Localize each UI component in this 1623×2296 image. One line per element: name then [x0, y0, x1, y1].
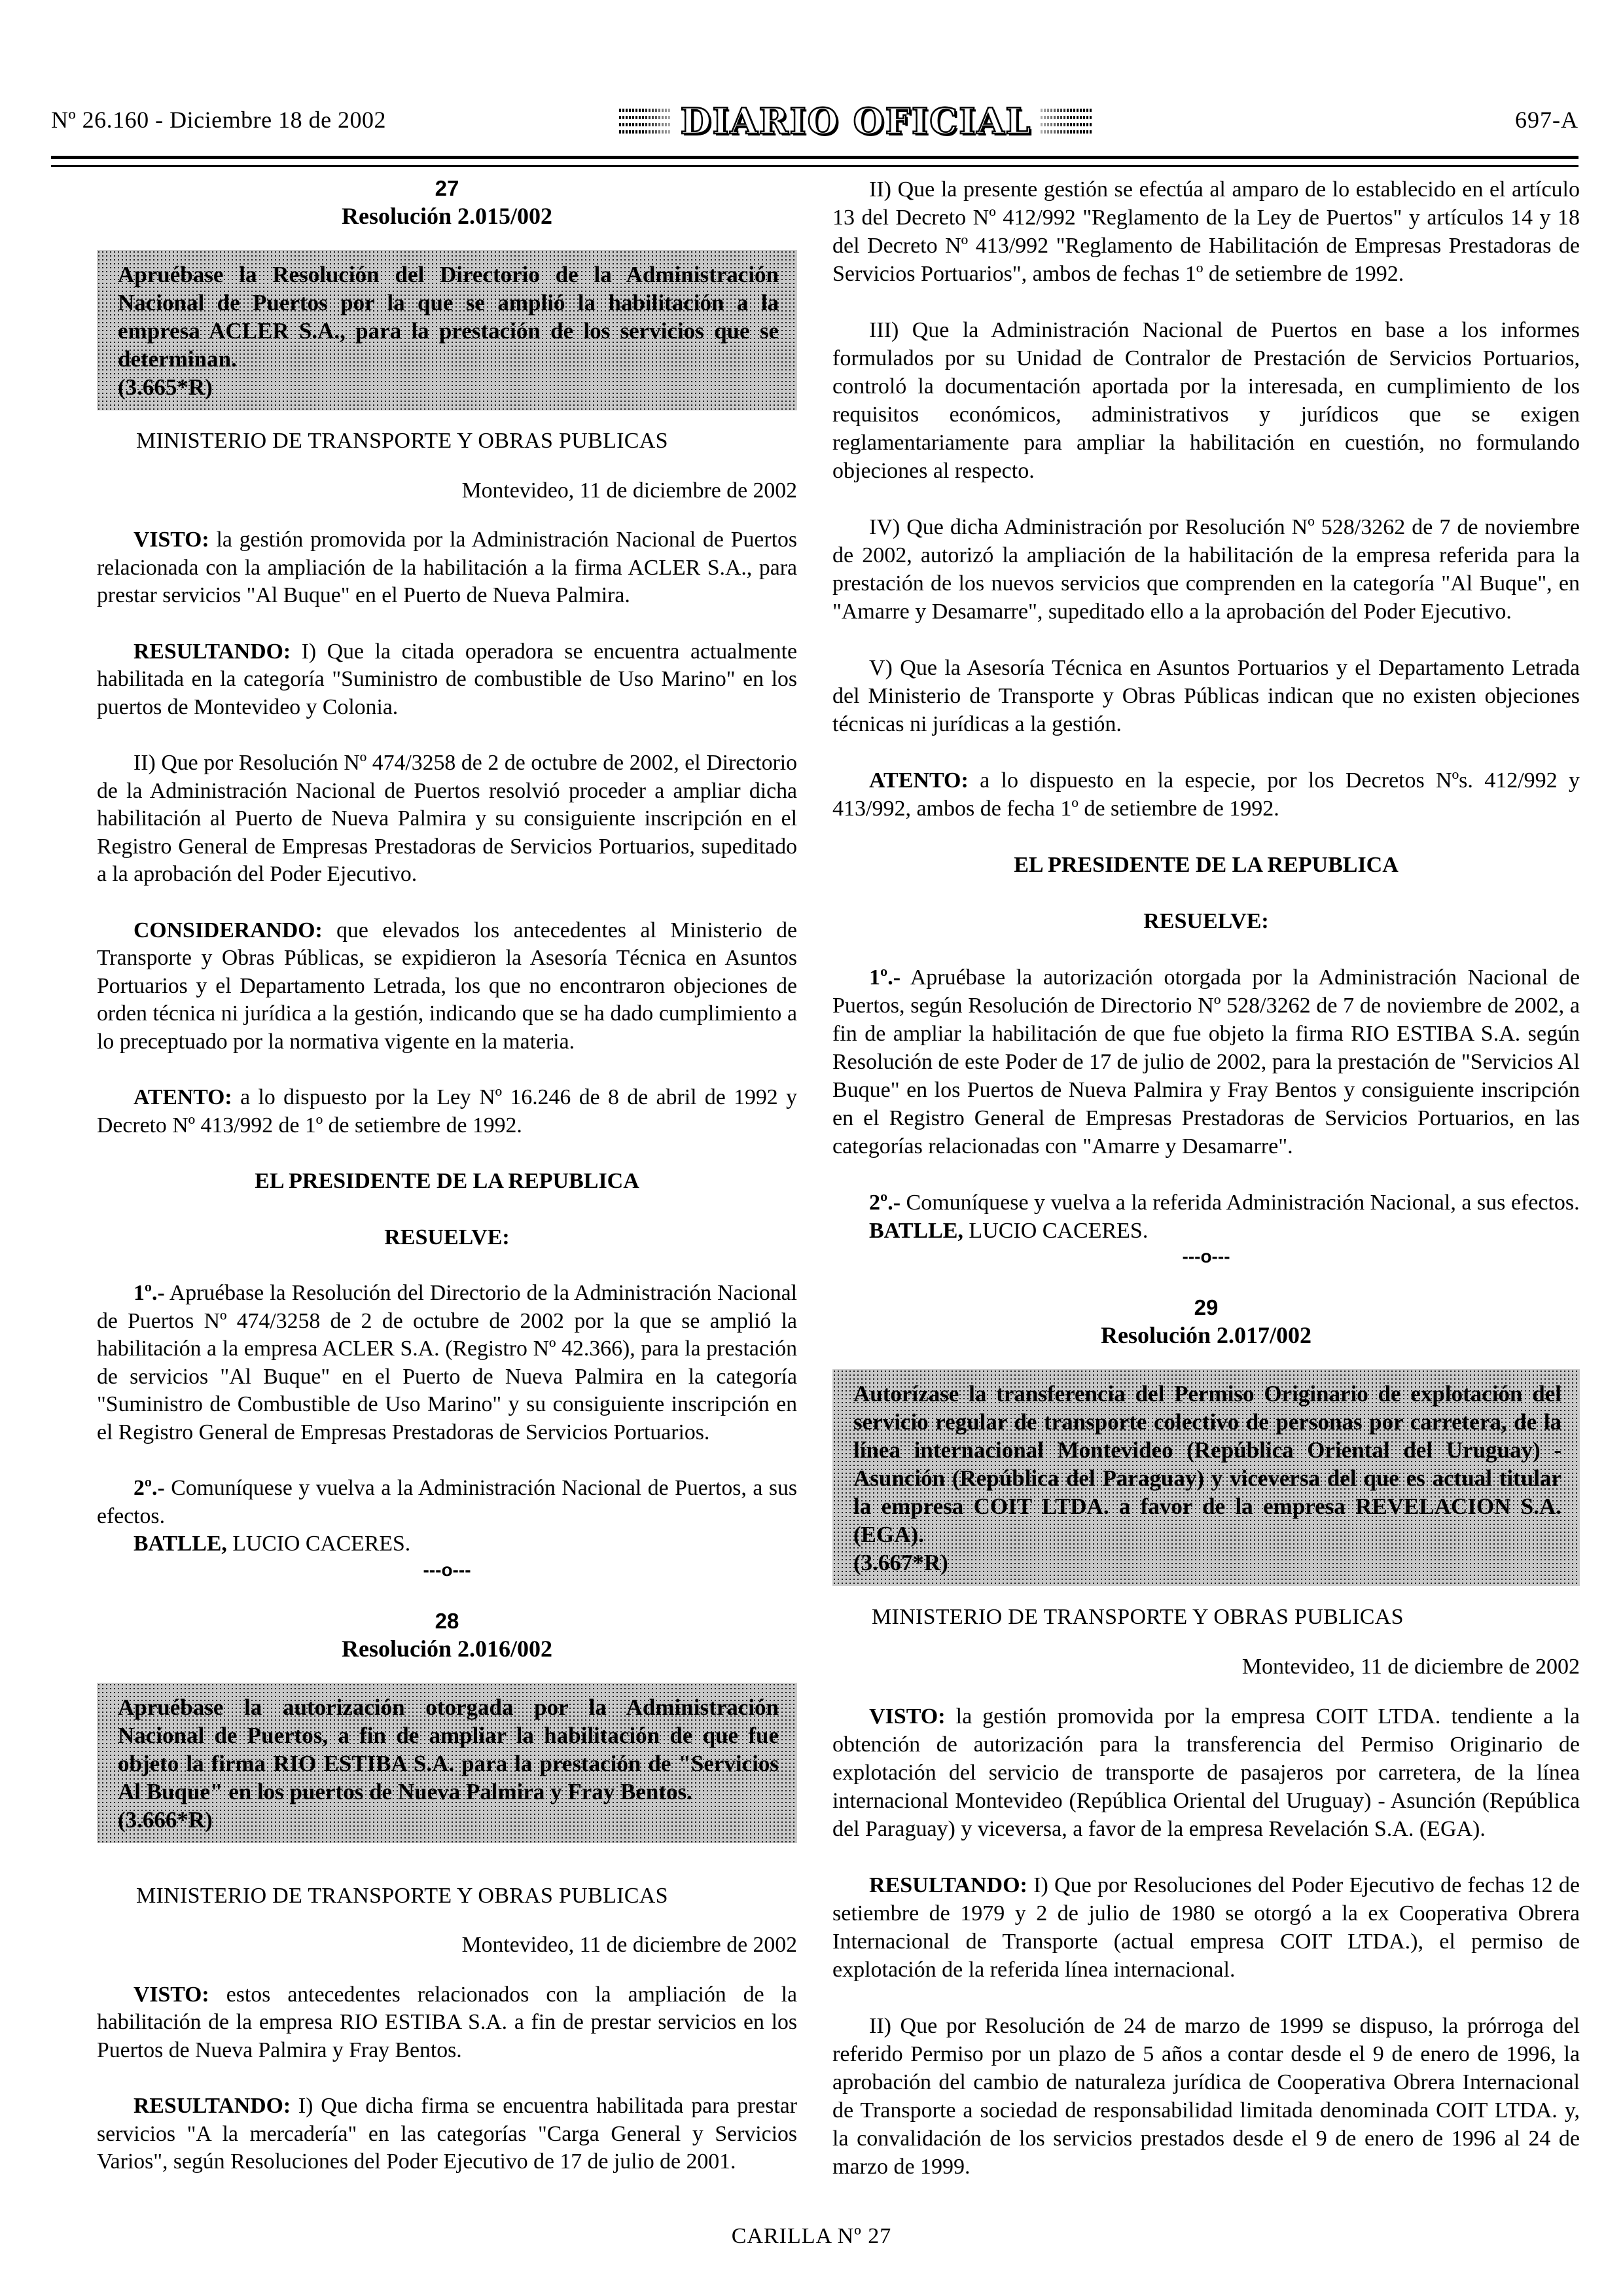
resolution-28 — [97, 1608, 797, 2176]
resultando-ii-paragraph: II) Que la presente gestión se efectúa al amparo de lo establecido en el artículo 13 del Decreto Nº 412/992 "Reglamento de la Ley de Puertos" y artículos 14 y 18 del Decreto Nº 413/992 "Reglamento de Habilitación de Empresas Prestadoras de Servicios Portuarios", ambos de fechas 1º de setiembre de 1992. — [832, 177, 1580, 286]
visto-text: la gestión promovida por la empresa COIT LTDA. tendiente a la obtención de autorización para la transferencia del Permiso Originario de explotación del servicio de transporte de pasajeros por carretera, de la línea internacional Montevideo (República Oriental del Uruguay) - Asunción (República del Paraguay) y viceversa, a favor de la empresa Revelación S.A. (EGA). — [832, 1704, 1580, 1841]
ministry-heading: MINISTERIO DE TRANSPORTE Y OBRAS PUBLICAS — [136, 1883, 668, 1908]
header-rule-thick — [51, 156, 1578, 159]
masthead-logo — [575, 98, 1137, 144]
ministry-heading: MINISTERIO DE TRANSPORTE Y OBRAS PUBLICAS — [872, 1605, 1404, 1629]
resuelve-heading: RESUELVE: — [1143, 909, 1269, 933]
article-2 — [97, 1475, 797, 1530]
signature-rest: LUCIO CACERES. — [226, 1532, 411, 1556]
considerando-paragraph — [97, 917, 797, 1056]
place-date: Montevideo, 11 de diciembre de 2002 — [461, 1933, 797, 1957]
signature — [97, 1530, 797, 1558]
article-2-text: Comuníquese y vuelva a la Administración Nacional de Puertos, a sus efectos. — [97, 1476, 797, 1528]
atento-text: a lo dispuesto en la especie, por los Decretos Nºs. 412/992 y 413/992, ambos de fecha 1º de setiembre de 1992. — [832, 768, 1580, 821]
visto-text: estos antecedentes relacionados con la ampliación de la habilitación de la empresa RIO ESTIBA S.A. a fin de prestar servicios en los Puertos de Nueva Palmira y Fray Bentos. — [97, 1982, 797, 2062]
atento-paragraph — [97, 1084, 797, 1139]
resultando-label: RESULTANDO: — [134, 2094, 291, 2118]
article-1 — [832, 963, 1580, 1160]
resolution-number: 29 — [1194, 1295, 1219, 1319]
article-1-label: 1º.- — [869, 965, 901, 990]
resultando-text: I) Que la citada operadora se encuentra actualmente habilitada en la categoría "Suministro de combustible de Uso Marino" en los puertos de Montevideo y Colonia. — [97, 639, 797, 719]
resolution-title: Resolución 2.015/002 — [341, 203, 552, 229]
article-2-label: 2º.- — [869, 1191, 901, 1215]
presidente-heading: EL PRESIDENTE DE LA REPUBLICA — [1014, 853, 1399, 877]
resolution-29 — [832, 1295, 1580, 2181]
visto-paragraph — [97, 526, 797, 610]
summary-code: (3.665*R) — [118, 374, 213, 400]
summary-text: Apruébase la Resolución del Directorio de la Administración Nacional de Puertos por la que se amplió la habilitación a la empresa ACLER S.A., para la prestación de los servicios que se determinan. — [118, 262, 779, 372]
resultando-text: I) Que dicha firma se encuentra habilitada para prestar servicios "A la mercadería" en las categorías "Carga General y Servicios Varios", según Resoluciones del Poder Ejecutivo de 17 de julio de 2001. — [97, 2094, 797, 2174]
presidente-heading: EL PRESIDENTE DE LA REPUBLICA — [255, 1169, 639, 1193]
resultando-label: RESULTANDO: — [134, 639, 291, 664]
resolution-title: Resolución 2.017/002 — [1100, 1322, 1311, 1348]
resultando-paragraph — [832, 1871, 1580, 1984]
masthead-ornament-right — [1041, 109, 1093, 134]
resolution-title: Resolución 2.016/002 — [341, 1635, 552, 1662]
article-1-label: 1º.- — [134, 1281, 165, 1305]
visto-paragraph — [97, 1981, 797, 2065]
header-rule-thin — [51, 165, 1578, 167]
resolution-28-continued — [832, 175, 1580, 1268]
summary-code: (3.666*R) — [118, 1806, 213, 1833]
article-2 — [832, 1189, 1580, 1217]
issue-date: Nº 26.160 - Diciembre 18 de 2002 — [51, 107, 387, 133]
summary-text: Autorízase la transferencia del Permiso Originario de explotación del servicio regular de transporte colectivo de personas por carretera, de la línea internacional Montevideo (República Oriental del Uruguay) - Asunción (República del Paraguay) y viceversa del que es actual titular la empresa COIT LTDA. a favor de la empresa REVELACION S.A. (EGA). — [853, 1381, 1561, 1547]
visto-label: VISTO: — [134, 1982, 209, 2007]
article-1 — [97, 1280, 797, 1446]
considerando-label: CONSIDERANDO: — [134, 918, 323, 942]
resolution-summary-box — [832, 1369, 1580, 1586]
resultando-ii-paragraph: II) Que por Resolución de 24 de marzo de 1999 se dispuso, la prórroga del referido Permiso por un plazo de 5 años a contar desde el 9 de enero de 1996, la aprobación del cambio de naturaleza jurídica de Cooperativa Obrera Internacional de Transporte a sociedad de responsabilidad limitada denominada COIT LTDA. y, la convalidación de los servicios prestados desde el 9 de enero de 1996 al 24 de marzo de 1999. — [832, 2014, 1580, 2179]
signature-rest: LUCIO CACERES. — [963, 1219, 1149, 1243]
resuelve-heading: RESUELVE: — [384, 1225, 510, 1249]
article-1-text: Apruébase la autorización otorgada por la Administración Nacional de Puertos, según Resolución de Directorio Nº 528/3262 de 7 de noviembre de 2002, a fin de ampliar la habilitación de que fue objeto la firma RIO ESTIBA S.A. según Resolución de este Poder de 17 de julio de 2002, para la prestación de "Servicios Al Buque" en los Puertos de Nueva Palmira y Fray Bentos y consiguiente inscripción en el Registro General de Empresas Prestadoras de Servicios Portuarios, en las categorías relacionadas con "Amarre y Desamarre". — [832, 965, 1580, 1158]
atento-paragraph — [832, 766, 1580, 823]
masthead-title: DIARIO OFICIAL — [680, 100, 1032, 142]
resultando-paragraph — [97, 2092, 797, 2176]
atento-text: a lo dispuesto por la Ley Nº 16.246 de 8 de abril de 1992 y Decreto Nº 413/992 de 1º de setiembre de 1992. — [97, 1085, 797, 1138]
signature-bold: BATLLE, — [134, 1532, 227, 1556]
place-date: Montevideo, 11 de diciembre de 2002 — [1241, 1655, 1580, 1679]
ministry-heading: MINISTERIO DE TRANSPORTE Y OBRAS PUBLICAS — [136, 429, 668, 453]
resolution-summary-box — [97, 250, 797, 410]
resolution-27 — [97, 175, 797, 1582]
article-1-text: Apruébase la Resolución del Directorio de la Administración Nacional de Puertos Nº 474/3258 de 2 de octubre de 2002 por la que se amplió la habilitación a la empresa ACLER S.A. (Registro Nº 42.366), para la prestación de servicios "Al Buque" en el Puerto de Nueva Palmira en la categoría "Suministro de Combustible de Uso Marino" y su consiguiente inscripción en el Registro General de Empresas Prestadoras de Servicios Portuarios. — [97, 1281, 797, 1444]
considerando-text: que elevados los antecedentes al Ministerio de Transporte y Obras Públicas, se expidieron la Asesoría Técnica en Asuntos Portuarios y el Departamento Letrada, los que no encontraron objeciones de orden técnica ni jurídica a la gestión, indicando que se ha dado cumplimiento a lo preceptuado por la normativa vigente en la materia. — [97, 918, 797, 1054]
section-separator: ---o--- — [423, 1559, 471, 1580]
summary-code: (3.667*R) — [853, 1550, 948, 1575]
article-2-text: Comuníquese y vuelva a la referida Administración Nacional, a sus efectos. — [901, 1191, 1580, 1215]
page-number: 697-A — [1515, 107, 1578, 133]
left-column — [97, 175, 797, 2176]
place-date: Montevideo, 11 de diciembre de 2002 — [461, 478, 797, 503]
resolution-number: 28 — [435, 1608, 459, 1633]
page-header — [51, 98, 1578, 177]
resultando-label: RESULTANDO: — [869, 1873, 1027, 1897]
visto-label: VISTO: — [869, 1704, 946, 1729]
signature-bold: BATLLE, — [869, 1219, 963, 1243]
resultando-ii-paragraph: II) Que por Resolución Nº 474/3258 de 2 de octubre de 2002, el Directorio de la Administración Nacional de Puertos resolvió proceder a ampliar dicha habilitación al Puerto de Nueva Palmira y su consiguiente inscripción en el Registro General de Empresas Prestadoras de Servicios Portuarios, supeditado a la aprobación del Poder Ejecutivo. — [97, 751, 797, 886]
visto-paragraph — [832, 1702, 1580, 1843]
article-2-label: 2º.- — [134, 1476, 165, 1500]
right-column — [832, 175, 1580, 2181]
atento-label: ATENTO: — [134, 1085, 232, 1109]
masthead-ornament-left — [619, 109, 671, 134]
visto-label: VISTO: — [134, 528, 209, 552]
section-separator: ---o--- — [1182, 1246, 1230, 1266]
visto-text: la gestión promovida por la Administración Nacional de Puertos relacionada con la ampliación de la habilitación a la firma ACLER S.A., para prestar servicios "Al Buque" en el Puerto de Nueva Palmira. — [97, 528, 797, 607]
summary-text: Apruébase la autorización otorgada por la Administración Nacional de Puertos, a fin de ampliar la habilitación de que fue objeto la firma RIO ESTIBA S.A. para la prestación de "Servicios Al Buque" en los puertos de Nueva Palmira y Fray Bentos. — [118, 1694, 779, 1804]
resultando-text: I) Que por Resoluciones del Poder Ejecutivo de fechas 12 de setiembre de 1979 y 2 de julio de 1980 se otorgó a la ex Cooperativa Obrera Internacional de Transporte (actual empresa COIT LTDA.), el permiso de explotación de la referida línea internacional. — [832, 1873, 1580, 1982]
resultando-v-paragraph: V) Que la Asesoría Técnica en Asuntos Portuarios y el Departamento Letrada del Ministerio de Transporte y Obras Públicas indican que no existen objeciones técnicas ni jurídicas a la gestión. — [832, 656, 1580, 736]
signature — [832, 1217, 1580, 1245]
resultando-iv-paragraph: IV) Que dicha Administración por Resolución Nº 528/3262 de 7 de noviembre de 2002, autorizó la ampliación de la habilitación de la empresa referida para la prestación de los nuevos servicios que comprenden en la categoría "Al Buque", en "Amarre y Desamarre", supeditado ello a la aprobación del Poder Ejecutivo. — [832, 515, 1580, 624]
resultando-iii-paragraph: III) Que la Administración Nacional de Puertos en base a los informes formulados por su Unidad de Contralor de Prestación de Servicios Portuarios, controló la documentación aportada por la interesada, en cumplimiento de los requisitos económicos, administrativos y jurídicos que se exigen reglamentariamente para ampliar la habilitación en cuestión, no formulando objeciones al respecto. — [832, 318, 1580, 483]
page-footer-carilla: CARILLA Nº 27 — [731, 2224, 892, 2248]
resolution-summary-box — [97, 1683, 797, 1843]
resultando-paragraph — [97, 638, 797, 722]
atento-label: ATENTO: — [869, 768, 969, 793]
resolution-number: 27 — [435, 176, 459, 200]
